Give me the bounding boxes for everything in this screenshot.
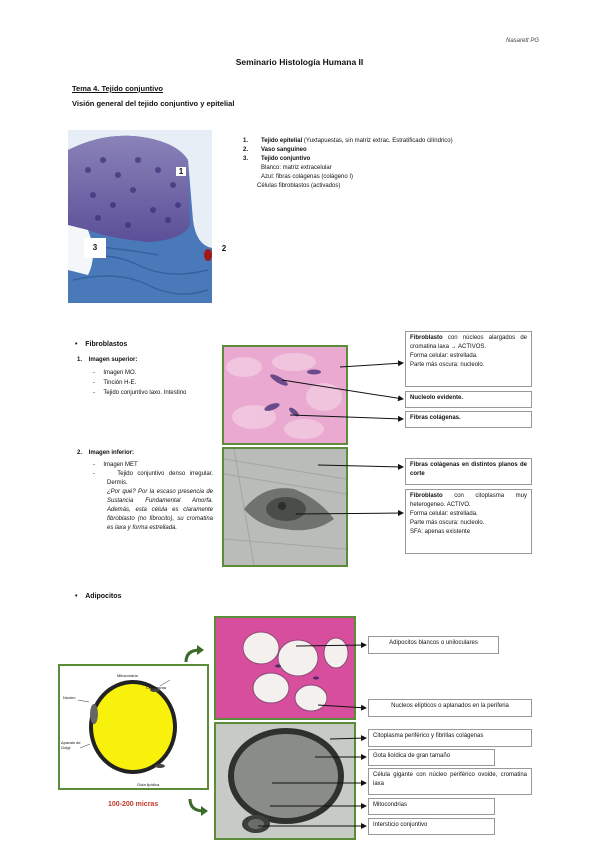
nuclei-box: Nucleos elípticos o aplanados en la periferia xyxy=(368,699,532,717)
topic-heading: Tema 4. Tejido conjuntivo xyxy=(72,84,163,93)
label-2: 2 xyxy=(219,244,229,253)
label-3: 3 xyxy=(84,238,106,258)
cytoplasm-box: Citoplasma periférico y fibrillas colágenas xyxy=(368,729,532,747)
explanation-note: ¿Por qué? Por la escaso presencia de Sustancia Fundamental Amorfa. Además, esta célula es claramente fibroblasto (no fibrocito), su cromatina es laxa y forma estrellada. xyxy=(107,489,213,531)
page-title: Seminario Histología Humana II xyxy=(235,57,364,67)
legend-item: 2. Vaso sanguíneo xyxy=(243,147,307,153)
upper-image-title: 1. Imagen superior: xyxy=(77,357,138,363)
legend-subline: Blanco: matriz extracelular xyxy=(261,165,332,171)
fibroblast-met-box: Fibroblasto con citoplasma muy heterogeneo. ACTIVO. Forma celular: estrellada. Parte más oscura: nucleolo. SFA: apenas existente xyxy=(405,489,532,554)
label-1: 1 xyxy=(176,167,186,176)
list-item: - Imagen MO. xyxy=(93,370,137,376)
mitochondria-box: Mitocondrias xyxy=(368,798,495,815)
adipocyte-heading: • Adipocitos xyxy=(75,593,122,600)
giant-cell-box: Célula gigante con núcleo periférico ovoide, cromatina laxa xyxy=(368,768,532,795)
list-item: - Tejido conjuntivo denso irregular. Dermis. xyxy=(93,471,213,486)
lipid-droplet-label: Gota lipídica xyxy=(137,782,160,787)
list-item: - Imagen MET xyxy=(93,462,138,468)
collagen-fibers-box: Fibras colágenas. xyxy=(405,411,532,428)
interstitium-box: Intersticio conjuntivo xyxy=(368,818,495,835)
cytoplasm-label: Citoplasma xyxy=(146,685,167,690)
white-adipocyte-box: Adipocitos blancos o uniloculares xyxy=(368,636,499,654)
section-subtitle: Visión general del tejido conjuntivo y epitelial xyxy=(72,99,235,108)
fibroblast-heading: • Fibroblastos xyxy=(75,341,128,348)
lower-image-title: 2. Imagen inferior: xyxy=(77,450,135,456)
lipid-droplet-box: Gota lioídica de gran tamaño xyxy=(368,749,495,766)
list-item: - Tinción H-E. xyxy=(93,380,137,386)
collagen-planes-box: Fibras colágenas en distintos planos de corte xyxy=(405,458,532,485)
fibroblast-active-box: Fibroblasto con núcleos alargados de cromatina laxa → ACTIVOS. Forma celular: estrellada. Parte más oscura: nucleolo. xyxy=(405,331,532,387)
golgi-label: Aparato de Golgi xyxy=(61,740,81,750)
nucleolus-box: Nucleolo evidente. xyxy=(405,391,532,408)
legend-subline: Azul: fibras colágenas (colágeno I) xyxy=(261,174,354,180)
list-item: - Tejido conjuntivo laxo. Intestino xyxy=(93,390,187,396)
author-name: Nasarett PG xyxy=(505,38,539,44)
legend-subline: Células fibroblastos (activados) xyxy=(257,183,341,189)
legend-item: 1. Tejido epitelial (Yuxtapuestas, sin matriz extrac. Estratificado cilíndrico) xyxy=(243,138,453,144)
mitochondria-label: Mitocondria xyxy=(117,673,138,678)
legend-item: 3. Tejido conjuntivo xyxy=(243,156,311,162)
nucleus-label: Núcleo xyxy=(63,695,76,700)
size-label: 100-200 micras xyxy=(108,801,159,808)
